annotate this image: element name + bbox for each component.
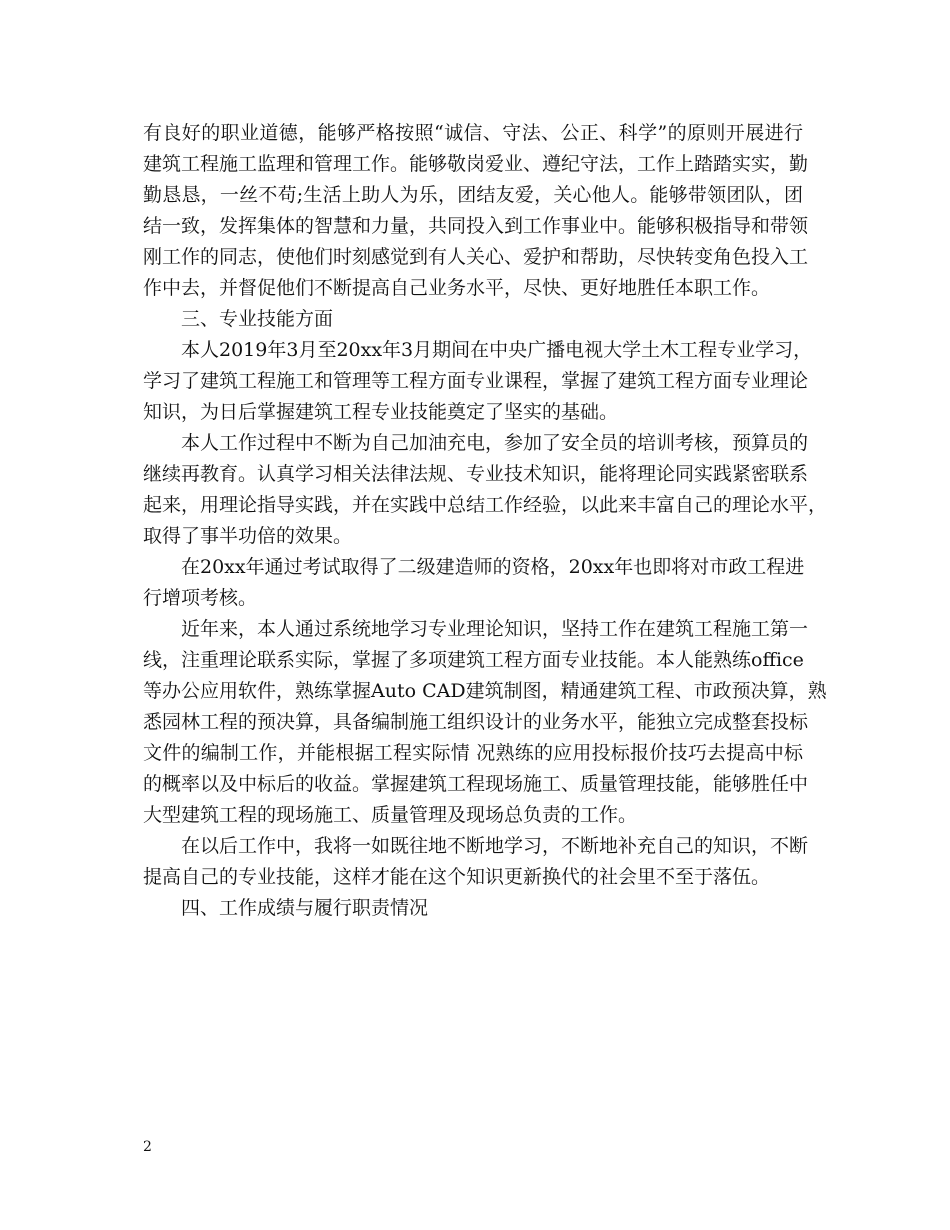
text-line: 的概率以及中标后的收益。掌握建筑工程现场施工、质量管理技能，能够胜任中 [143, 773, 809, 795]
text-line: 近年来，本人通过系统地学习专业理论知识，坚持工作在建筑工程施工第一 [181, 618, 809, 640]
text-line: 起来，用理论指导实践，并在实践中总结工作经验，以此来丰富自己的理论水平， [143, 494, 828, 516]
text-line: 取得了事半功倍的效果。 [143, 525, 353, 547]
text-line: 刚工作的同志，使他们时刻感觉到有人关心、爱护和帮助，尽快转变角色投入工 [143, 246, 809, 268]
text-line: 线，注重理论联系实际，掌握了多项建筑工程方面专业技能。本人能熟练office [143, 649, 804, 671]
text-line: 大型建筑工程的现场施工、质量管理及现场总负责的工作。 [143, 804, 638, 826]
text-line: 在以后工作中，我将一如既往地不断地学习，不断地补充自己的知识，不断 [181, 835, 809, 857]
text-line: 等办公应用软件，熟练掌握Auto CAD建筑制图，精通建筑工程、市政预决算，熟 [143, 680, 827, 702]
text-line: 有良好的职业道德，能够严格按照“诚信、守法、公正、科学”的原则开展进行 [143, 122, 803, 144]
text-line: 建筑工程施工监理和管理工作。能够敬岗爱业、遵纪守法，工作上踏踏实实，勤 [143, 153, 809, 175]
text-line: 学习了建筑工程施工和管理等工程方面专业课程，掌握了建筑工程方面专业理论 [143, 370, 809, 392]
text-line: 文件的编制工作，并能根据工程实际情 况熟练的应用投标报价技巧去提高中标 [143, 742, 803, 764]
text-line: 继续再教育。认真学习相关法律法规、专业技术知识，能将理论同实践紧密联系 [143, 463, 809, 485]
text-line: 结一致，发挥集体的智慧和力量，共同投入到工作事业中。能够积极指导和带领 [143, 215, 809, 237]
text-line: 勤恳恳，一丝不苟;生活上助人为乐，团结友爱，关心他人。能够带领团队，团 [143, 184, 803, 206]
text-line: 知识，为日后掌握建筑工程专业技能奠定了坚实的基础。 [143, 401, 619, 423]
text-line: 悉园林工程的预决算，具备编制施工组织设计的业务水平，能独立完成整套投标 [143, 711, 809, 733]
text-line: 在20xx年通过考试取得了二级建造师的资格，20xx年也即将对市政工程进 [181, 556, 805, 578]
text-line: 作中去，并督促他们不断提高自己业务水平，尽快、更好地胜任本职工作。 [143, 277, 771, 299]
document-body [143, 118, 828, 924]
text-line: 本人工作过程中不断为自己加油充电，参加了安全员的培训考核，预算员的 [181, 432, 809, 454]
text-line: 四、工作成绩与履行职责情况 [181, 897, 429, 919]
text-line: 提高自己的专业技能，这样才能在这个知识更新换代的社会里不至于落伍。 [143, 866, 771, 888]
text-line: 本人2019年3月至20xx年3月期间在中央广播电视大学土木工程专业学习， [181, 339, 813, 361]
text-line: 行增项考核。 [143, 587, 258, 609]
page-number: 2 [143, 1139, 152, 1155]
text-line: 三、专业技能方面 [181, 308, 334, 330]
